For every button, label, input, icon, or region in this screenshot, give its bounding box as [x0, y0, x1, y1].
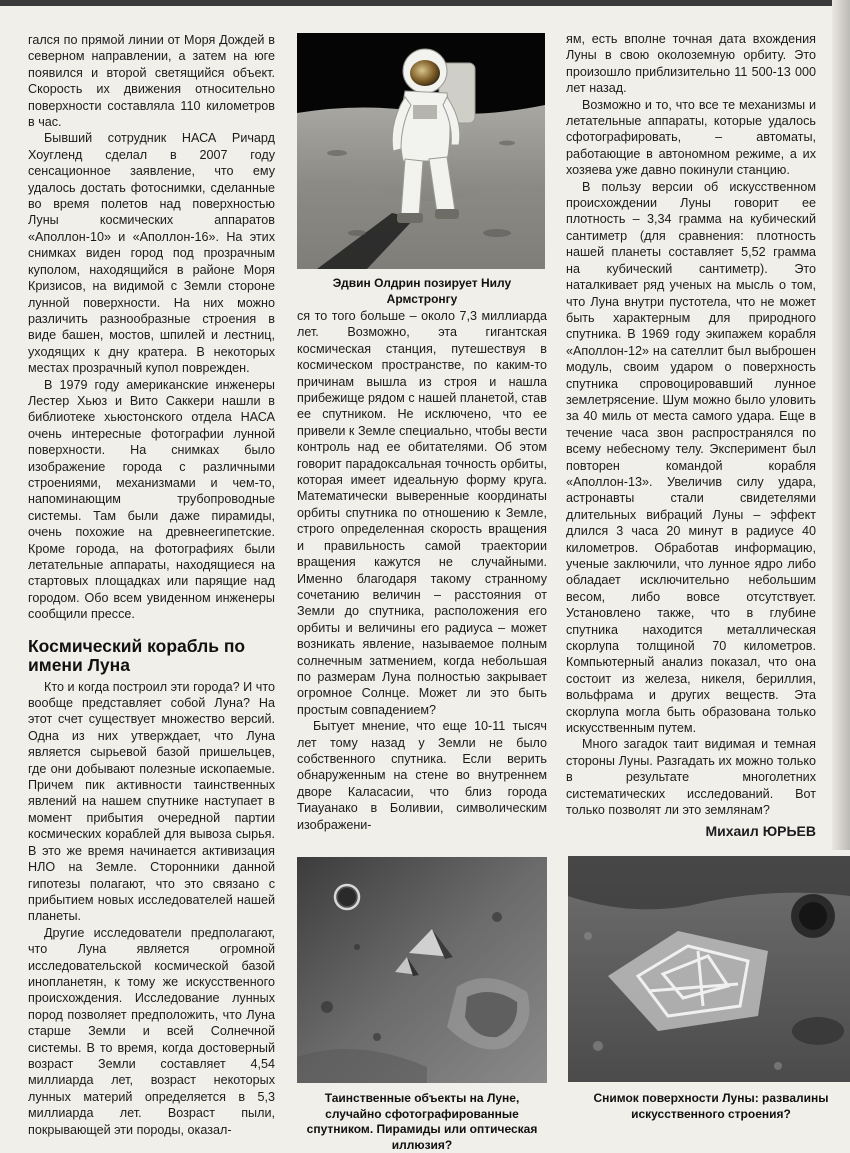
ruins-photo	[568, 856, 850, 1082]
moon-objects-photo	[297, 857, 547, 1083]
paragraph: Другие исследователи предполагают, что Луна является огромной исследовательской космической базой инопланетян, к тому же искусственного происхождения. Исследование лунных пород позволяет предположить, что Луна старше Земли и всей Солнечной системы. В то время, когда достоверный возраст Земли составляет 4,54 миллиарда лет, возраст некоторых лунных материй определяется в 5,3 миллиарда лет. Возраст пыли, покрывающей эти породы, оказал-	[28, 925, 275, 1137]
paragraph: Много загадок таит видимая и темная стороны Луны. Разгадать их можно только в результате многолетних систематических исследований. Вот только позволят ли это землянам?	[566, 737, 816, 818]
paragraph: В 1979 году американские инженеры Лестер Хьюз и Вито Саккери нашли в библиотеке хьюстонского отдела НАСА очень интересные фотографии лунной поверхности. На снимках было изображение города с различными строениями, механизмами и чем-то, напоминающим трубопроводные системы. Там были даже пирамиды, очень похожие на древнеегипетские. Кроме города, на фотографиях были летательные аппараты, находящиеся на стартовых площадках или парящие над городом. Обо всем увиденном инженеры сообщили прессе.	[28, 377, 275, 622]
paragraph: Кто и когда построил эти города? И что вообще представляет собой Луна? На этот счет существует множество версий. Одна из них утверждает, что Луна является сырьевой базой пришельцев, где они добывают полезные ископаемые. Причем пик активности таинственных явлений на нашем спутнике наступает в момент прибытия очередной партии космических кораблей для вывоза сырья. В это же время начинается активизация НЛО на Земле. Сторонники данной гипотезы полагают, что это связано с прибытием новых исследователей нашей планеты.	[28, 679, 275, 924]
astronaut-photo	[297, 33, 545, 269]
adjacent-page-edge	[832, 0, 850, 850]
paragraph: Бывший сотрудник НАСА Ричард Хоугленд сделал в 2007 году сенсационное заявление, что ему удалось достать фотоснимки, сделанные во время полетов над поверхностью Луны космических аппаратов «Аполлон-10» и «Аполлон-16». На этих снимках виден город под прозрачным куполом, находящийся в районе Моря Кризисов, на видимой с Земли стороне лунной поверхности. На них можно различить разнообразные строения в виде башен, мостов, шпилей и лестниц, уходящих к дну кратера. В некоторых местах прозрачный купол поврежден.	[28, 131, 275, 376]
page-top-strip	[0, 0, 850, 6]
astronaut-photo-caption: Эдвин Олдрин позирует Нилу Армстронгу	[332, 276, 512, 306]
article-column-2	[297, 308, 547, 833]
section-heading: Космический корабль по имени Луна	[28, 635, 246, 675]
paragraph: ся то того больше – около 7,3 миллиарда лет. Возможно, эта гигантская космическая станция, путешествуя в космическом пространстве, по каким-то причинам вышла из строя и нашла прибежище рядом с нашей планетой, став ее спутником. Не исключено, что ее привели к Земле специально, чтобы вести контроль над ее обитателями. Об этом говорит парадоксальная точность орбиты, которая имеет идеальную форму круга. Математически выверенные координаты орбиты спутника по отношению к Земле, строго определенная скорость вращения и правильность самой траектории вращения кажутся не случайными. Именно благодаря такому странному сочетанию величин – расстояния от Земли до спутника, расположения его орбиты и величины его радиуса – может возникать явление, называемое полным солнечным затмением, когда небольшая по размерам Луна полностью закрывает огромное Солнце. Может ли это быть простым совпадением?	[297, 309, 547, 717]
paragraph: В пользу версии об искусственном происхождении Луны говорит ее плотность – 3,34 грамма на кубический сантиметр (для сравнения: плотность нашей планеты составляет 5,52 грамма на кубический сантиметр). Это наталкивает ряд ученых на мысль о том, что Луна внутри пустотела, что не может быть характерным для природного спутника. В 1969 году экипажем корабля «Аполлон-12» на сателлит был выброшен модуль, своим ударом о поверхность спутника спровоцировавший лунное землетрясение. Шум можно было уловить за 40 миль от места самого удара. Еще в течение часа звон распространялся по всему небесному телу. Эксперимент был повторен командой корабля «Аполлон-13». Увеличив силу удара, астронавты стали свидетелями длительных вибраций Луны – эффект длился 3 часа 20 минут в радиусе 40 километров. Обработав информацию, ученые заключили, что лунное ядро либо обладает исключительно небольшим весом, либо вовсе отсутствует. Установлено также, что в глубине спутника находится металлическая скорлупа толщиной 70 километров. Компьютерный анализ показал, что она состоит из железа, никеля, бериллия, вольфрама и других веществ. Эта скорлупа могла быть образована только искусственным путем.	[566, 179, 816, 736]
paragraph: гался по прямой линии от Моря Дождей в северном направлении, а затем на юге появился и второй светящийся объект. Скорость их движения относительно поверхности составляла 110 километров в час.	[28, 33, 275, 130]
article-column-1	[28, 32, 275, 1138]
article-author: Михаил ЮРЬЕВ	[705, 822, 816, 839]
moon-objects-caption: Таинственные объекты на Луне, случайно сфотографированные спутником. Пирамиды или оптическая иллюзия?	[306, 1091, 538, 1152]
article-column-3	[566, 31, 816, 839]
paragraph: Возможно и то, что все те механизмы и летательные аппараты, которые удалось сфотографировать, – автоматы, работающие в автономном режиме, а их хозяева уже давно покинули станцию.	[566, 97, 816, 178]
paragraph: ям, есть вполне точная дата вхождения Луны в свою околоземную орбиту. Это произошло приблизительно 11 500-13 000 лет назад.	[566, 32, 816, 96]
paragraph: Бытует мнение, что еще 10-11 тысяч лет тому назад у Земли не было собственного спутника. Если верить обнаруженным на стене во внутреннем дворе Каласасии, что близ города Тиауанако в Боливии, символическим изображени-	[297, 719, 547, 832]
ruins-photo-caption: Снимок поверхности Луны: развалины искусственного строения?	[593, 1091, 829, 1121]
